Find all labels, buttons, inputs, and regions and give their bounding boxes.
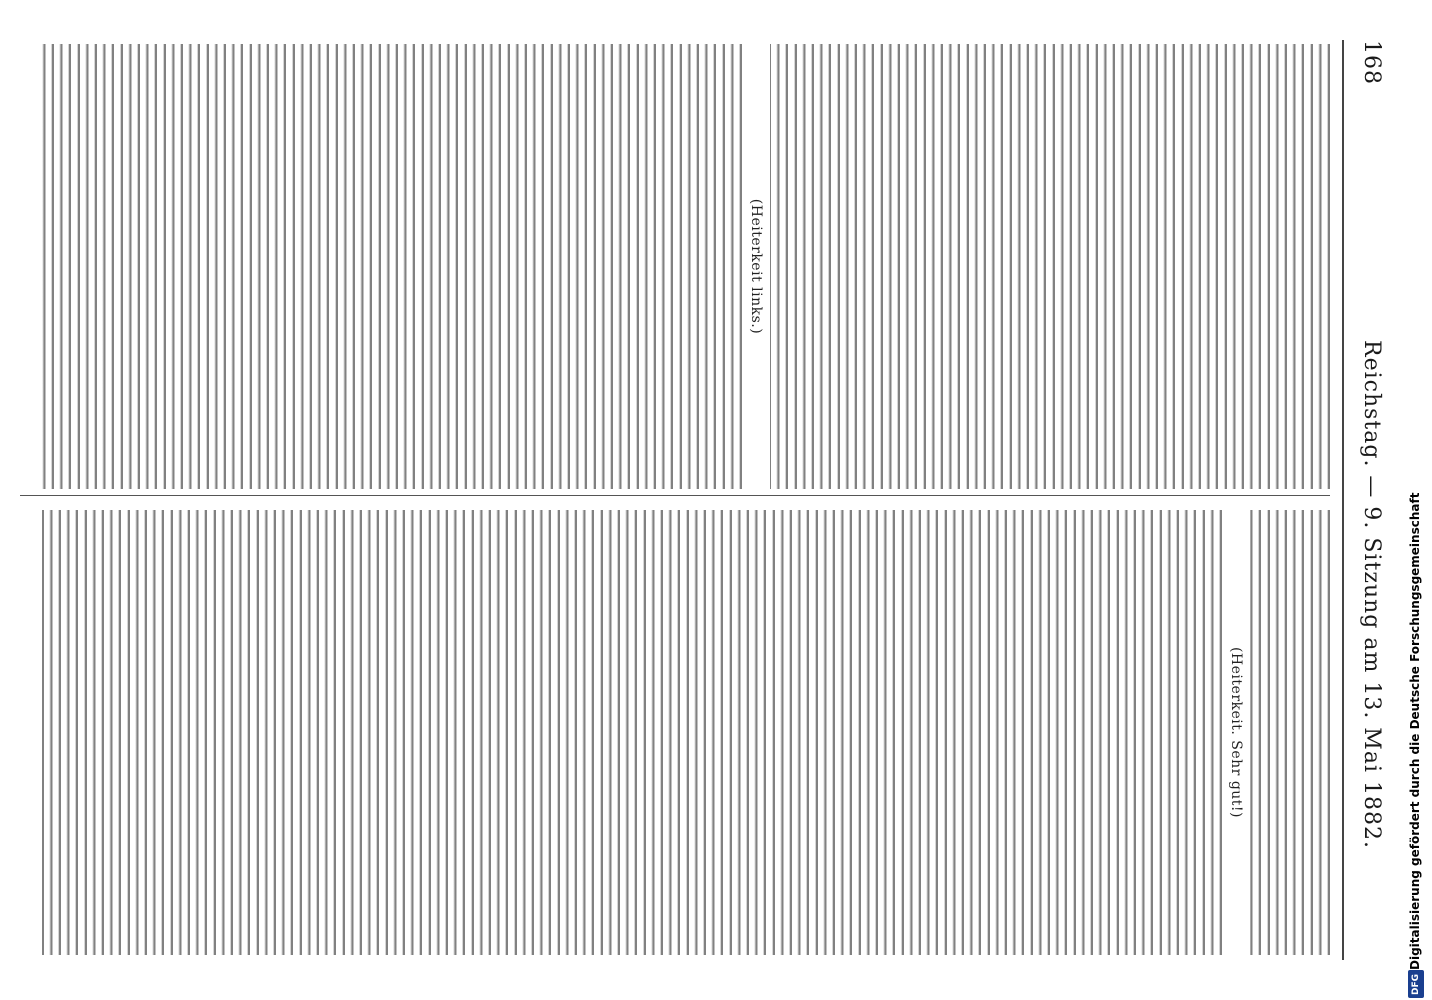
text-column-right [42, 510, 1330, 955]
paragraph-block [42, 510, 1222, 955]
dfg-logo-icon: DFG [1408, 970, 1424, 998]
page-number: 168 [1359, 40, 1384, 85]
text-column-left [42, 44, 1330, 489]
digitization-credit [1406, 40, 1426, 995]
paragraph-block [42, 44, 742, 489]
column-heading: (Heiterkeit. Sehr gut!) [1228, 646, 1244, 819]
running-head: Reichstag. — 9. Sitzung am 13. Mai 1882. [1359, 340, 1384, 849]
paragraph-block [770, 44, 1330, 489]
header-rule [1342, 40, 1344, 960]
credit-text: Digitalisierung gefördert durch die Deutsche Forschungsgemeinschaft [1408, 492, 1422, 970]
column-divider [20, 495, 1330, 496]
paragraph-block [1250, 510, 1330, 955]
column-heading: (Heiterkeit links.) [748, 198, 764, 335]
page-header [1344, 40, 1384, 960]
